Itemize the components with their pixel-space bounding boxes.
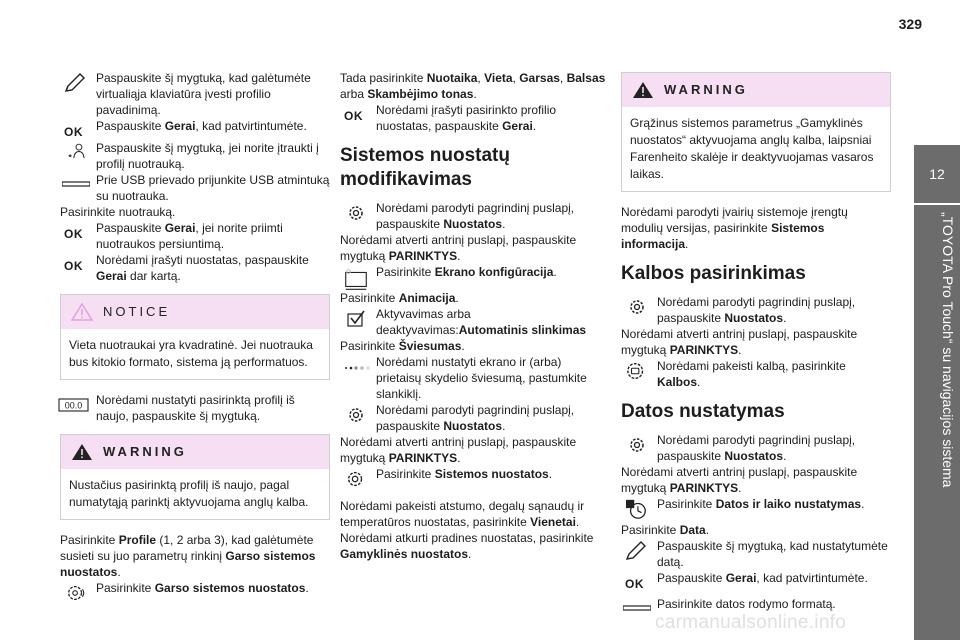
- ok-icon: OK: [64, 125, 83, 139]
- instruction-settings: Norėdami parodyti pagrindinį puslapį, paspauskite Nuostatos.: [340, 200, 610, 232]
- section-heading: Sistemos nuostatų modifikavimas: [340, 145, 510, 190]
- ok-icon: OK: [625, 577, 644, 591]
- text-factory: Norėdami atkurti pradines nuostatas, pasirinkite Gamyklinės nuostatos.: [340, 531, 594, 561]
- instruction-ok-save: OK Norėdami įrašyti pasirinkto profilio nuostatas, paspauskite Gerai.: [344, 103, 557, 133]
- instruction-settings: Norėdami parodyti pagrindinį puslapį, paspauskite Nuostatos.: [621, 294, 891, 326]
- instruction-language: Norėdami pakeisti kalbą, pasirinkite Kalbos.: [621, 358, 891, 390]
- column-2: [340, 70, 610, 562]
- notice-box: [60, 294, 330, 380]
- text-options: Norėdami atverti antrinį puslapį, paspauskite mygtuką PARINKTYS.: [340, 233, 577, 263]
- instruction-date-format: Pasirinkite datos rodymo formatą.: [621, 596, 891, 612]
- reset-profile-icon: [58, 394, 90, 416]
- audio-settings-icon: [62, 582, 90, 604]
- page-number: 329: [898, 16, 922, 32]
- column-3: [621, 70, 891, 612]
- ok-icon: OK: [64, 259, 83, 273]
- usb-stick-icon: [62, 174, 90, 196]
- text-options-2: Norėdami atverti antrinį puslapį, paspauskite mygtuką PARINKTYS.: [340, 435, 577, 465]
- text-units: Norėdami pakeisti atstumo, degalų sąnaudų ir temperatūros nuostatas, pasirinkite Vienetai.: [340, 499, 585, 529]
- gear-icon: [342, 202, 370, 224]
- instruction-audio-settings: Pasirinkite Garso sistemos nuostatos.: [60, 580, 330, 596]
- instruction-slider: Norėdami nustatyti ekrano ir (arba) prietaisų skydelio šviesumą, pastumkite slankiklį.: [340, 354, 610, 402]
- warning-label: WARNING: [103, 444, 187, 459]
- screen-config-icon: [342, 266, 370, 292]
- ok-icon: OK: [344, 109, 363, 123]
- notice-triangle-icon: [71, 303, 93, 321]
- date-time-icon: [623, 498, 651, 520]
- text-animation: Pasirinkite Animacija.: [340, 291, 459, 305]
- instruction-usb: Prie USB prievado prijunkite USB atmintuką su nuotrauka.: [60, 172, 330, 204]
- text-system-info: Norėdami parodyti įvairių sistemoje įrengtų modulių versijas, pasirinkite Sistemos informacija.: [621, 205, 848, 251]
- instruction-settings-2: Norėdami parodyti pagrindinį puslapį, paspauskite Nuostatos.: [340, 402, 610, 434]
- format-bar-icon: [623, 598, 651, 620]
- system-settings-icon: [342, 468, 370, 490]
- instruction-ok: OK Paspauskite Gerai, kad patvirtintumėte.: [64, 119, 307, 139]
- gear-icon: [623, 434, 651, 456]
- instruction-add-photo: Paspauskite šį mygtuką, jei norite įtraukti į profilį nuotrauką.: [60, 140, 330, 172]
- chapter-number: 12: [929, 166, 945, 182]
- instruction-autoscroll: Aktyvavimas arba deaktyvavimas:Automatinis slinkimas: [340, 306, 610, 338]
- text-options-2: Norėdami atverti antrinį puslapį, paspauskite mygtuką PARINKTYS.: [621, 465, 858, 495]
- text-date: Pasirinkite Data.: [621, 523, 710, 537]
- pencil-icon: [62, 72, 90, 94]
- chapter-title: „TOYOTA Pro Touch“ su navigacijos sistema: [940, 212, 956, 488]
- language-icon: [623, 360, 651, 382]
- notice-text: Vieta nuotraukai yra kvadratinė. Jei nuotrauka bus kitokio formato, sistema ją performatuos.: [69, 338, 313, 369]
- gear-icon: [623, 296, 651, 318]
- gear-icon: [342, 404, 370, 426]
- pencil-icon: [623, 540, 651, 562]
- svg-text:00.0: 00.0: [64, 400, 83, 411]
- chapter-tab[interactable]: [914, 145, 960, 205]
- instruction-ok-save: OK Norėdami įrašyti nuostatas, paspauskite Gerai dar kartą.: [64, 253, 309, 283]
- section-heading-language: Kalbos pasirinkimas: [621, 263, 806, 284]
- text-choose-mood: Tada pasirinkite Nuotaika, Vieta, Garsas, Balsas arba Skambėjimo tonas.: [340, 71, 606, 101]
- profile-photo-icon: [62, 142, 90, 164]
- instruction-reset: 00.0 Norėdami nustatyti pasirinktą profilį iš naujo, paspauskite šį mygtuką.: [60, 392, 330, 424]
- instruction-date-time: Pasirinkite Datos ir laiko nustatymas.: [621, 496, 891, 512]
- warning-box: [621, 72, 891, 192]
- watermark: carmanualsonline.info: [655, 612, 847, 633]
- instruction-settings-2: Norėdami parodyti pagrindinį puslapį, paspauskite Nuostatos.: [621, 432, 891, 464]
- checkbox-icon: [342, 308, 370, 330]
- brightness-slider-icon: [342, 356, 370, 378]
- text-brightness: Pasirinkite Šviesumas.: [340, 339, 465, 353]
- text-choose-photo: Pasirinkite nuotrauką.: [60, 205, 176, 219]
- column-1: [60, 70, 330, 596]
- instruction-pencil: Paspauskite šį mygtuką, kad galėtumėte virtualiąja klaviatūra įvesti profilio pavadinimą.: [60, 70, 330, 118]
- warning-triangle-icon: [632, 81, 654, 99]
- warning-box: [60, 434, 330, 520]
- instruction-screen-config: Pasirinkite Ekrano konfigūracija.: [340, 264, 610, 280]
- ok-icon: OK: [64, 227, 83, 241]
- section-heading-date: Datos nustatymas: [621, 401, 785, 422]
- warning-label: WARNING: [664, 82, 748, 97]
- text-select-profile: Pasirinkite Profile (1, 2 arba 3), kad galėtumėte susieti su juo parametrų rinkinį Garso sistemos nuostatos.: [60, 533, 316, 579]
- warning-triangle-icon: [71, 443, 93, 461]
- instruction-pencil-date: Paspauskite šį mygtuką, kad nustatytumėte datą.: [621, 538, 891, 570]
- text-options: Norėdami atverti antrinį puslapį, paspauskite mygtuką PARINKTYS.: [621, 327, 858, 357]
- warning-text: Nustačius pasirinktą profilį iš naujo, pagal numatytąją parinktį aktyvuojama anglų kalba.: [69, 478, 309, 509]
- instruction-ok-confirm: OK Paspauskite Gerai, kad patvirtintumėte.: [625, 571, 868, 591]
- instruction-system-settings: Pasirinkite Sistemos nuostatos.: [340, 466, 610, 482]
- instruction-ok-accept: OK Paspauskite Gerai, jei norite priimti nuotraukos persiuntimą.: [64, 221, 283, 251]
- warning-text: Grąžinus sistemos parametrus „Gamyklinės nuostatos“ aktyvuojama anglų kalba, laipsniai Farenheito skalėje ir deaktyvuojamas vasaros laikas.: [630, 116, 874, 181]
- notice-label: NOTICE: [103, 304, 171, 319]
